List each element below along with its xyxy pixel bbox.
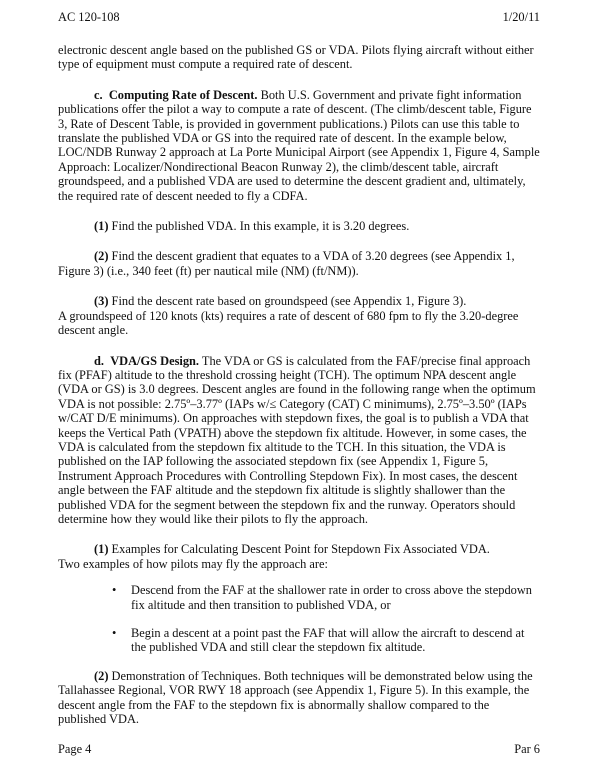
document-body <box>58 43 540 726</box>
step-c2-label: (2) <box>94 249 109 264</box>
step-c2-paragraph <box>58 249 540 278</box>
step-c3-text: Find the descent rate based on groundspeed (see Appendix 1, Figure 3). <box>108 294 467 309</box>
step-c3-label: (3) <box>94 294 109 309</box>
bullet-list <box>58 583 540 655</box>
section-d-paragraph <box>58 354 540 527</box>
section-c-text: Both U.S. Government and private fight information publications offer the pilot a way to compute a rate of descent. (The climb/descent table, Figure 3, Rate of Descent Table, is provided in government publications.) Pilots can use this table to translate the published VDA or GS into the required rate of descent. In the example below, LOC/NDB Runway 2 approach at La Porte Municipal Airport (see Appendix 1, Figure 4, Sample Approach: Localizer/Nondirectional Beacon Runway 2), the climb/descent table, aircraft groundspeed, and a published VDA are used to determine the descent gradient and, ultimately, the required rate of descent needed to fly a CDFA. <box>58 87 540 203</box>
step-c3-continuation: A groundspeed of 120 knots (kts) requires a rate of descent of 680 fpm to fly the 3.20-degree descent angle. <box>58 308 519 338</box>
bullet-text: Begin a descent at a point past the FAF that will allow the aircraft to descend at the published VDA and still clear the stepdown fix altitude. <box>131 626 525 655</box>
list-item <box>58 626 540 655</box>
footer-paragraph-ref: Par 6 <box>514 742 540 756</box>
section-d-text: The VDA or GS is calculated from the FAF/precise final approach fix (PFAF) altitude to the threshold crossing height (TCH). The optimum NPA descent angle (VDA or GS) is 3.0 degrees. Descent angles are found in the following range when the optimum VDA is not possible: 2.75º–3.77º (IAPs w/≤ Category (CAT) C minimums), 2.75º–3.50º (IAPs w/CAT D/E minimums). On approaches with stepdown fixes, the goal is to publish a VDA that keeps the Vertical Path (VPATH) above the stepdown fix altitude. However, in some cases, the VDA is calculated from the stepdown fix altitude to the TCH. In this situation, the VDA is published on the IAP following the associated stepdown fix (see Appendix 1, Figure 5, Instrument Approach Procedures with Controlling Stepdown Fix). In most cases, the descent angle between the FAF altitude and the stepdown fix altitude is slightly shallower than the published VDA for the segment between the stepdown fix and the runway. Operators should determine how they would like their pilots to fly the approach. <box>58 353 536 526</box>
header-date: 1/20/11 <box>502 10 540 24</box>
step-c3-paragraph <box>58 294 540 308</box>
step-c1-text: Find the published VDA. In this example, it is 3.20 degrees. <box>108 219 410 234</box>
list-item <box>58 583 540 612</box>
bullet-text: Descend from the FAF at the shallower rate in order to cross above the stepdown fix altitude and then transition to published VDA, or <box>131 583 532 612</box>
header-doc-id: AC 120-108 <box>58 10 120 24</box>
step-c2-text: Find the descent gradient that equates to a VDA of 3.20 degrees (see Appendix 1, Figure 3) (i.e., 340 feet (ft) per nautical mile (NM) (ft/NM)). <box>58 249 515 278</box>
step-d1-continuation: Two examples of how pilots may fly the approach are: <box>58 556 328 571</box>
footer-page-number: Page 4 <box>58 742 92 756</box>
step-d2-label: (2) <box>94 668 109 683</box>
bullet-icon: • <box>112 626 117 640</box>
section-d-label: d. <box>94 353 104 368</box>
intro-paragraph: electronic descent angle based on the published GS or VDA. Pilots flying aircraft without either type of equipment must compute a required rate of descent. <box>58 43 534 72</box>
bullet-icon: • <box>112 583 117 598</box>
step-d2-paragraph <box>58 669 540 727</box>
step-c1-label: (1) <box>94 219 109 234</box>
section-c-label: c. <box>94 87 103 102</box>
step-d1-label: (1) <box>94 542 109 557</box>
step-d2-text: Demonstration of Techniques. Both techniques will be demonstrated below using the Tallahassee Regional, VOR RWY 18 approach (see Appendix 1, Figure 5). In this example, the descent angle from the FAF to the stepdown fix is abnormally shallow compared to the published VDA. <box>58 668 533 727</box>
step-c1-paragraph <box>58 219 540 233</box>
step-d1-paragraph <box>58 542 540 556</box>
section-d-title: VDA/GS Design. <box>110 353 200 368</box>
section-c-title: Computing Rate of Descent. <box>108 87 258 102</box>
step-d1-text: Examples for Calculating Descent Point for Stepdown Fix Associated VDA. <box>108 542 490 557</box>
section-c-paragraph <box>58 88 540 203</box>
